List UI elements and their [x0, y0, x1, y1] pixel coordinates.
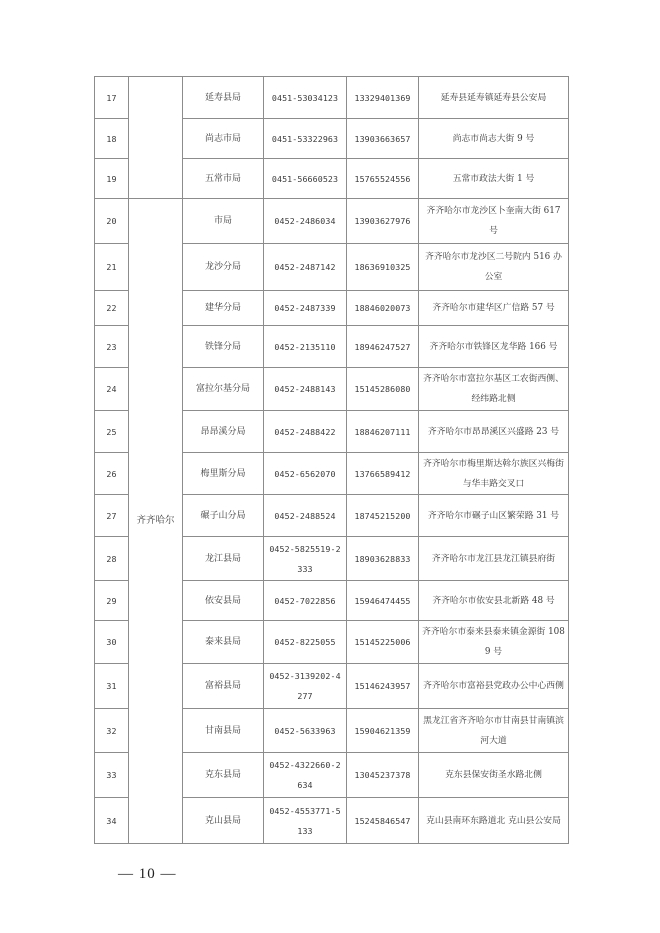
address: 五常市政法大街 1 号	[419, 159, 569, 199]
address: 黑龙江省齐齐哈尔市甘南县甘南镇滨河大道	[419, 709, 569, 753]
row-index: 32	[95, 709, 129, 753]
mobile-phone: 18846020073	[347, 291, 419, 326]
mobile-phone: 18846207111	[347, 411, 419, 453]
mobile-phone: 13045237378	[347, 753, 419, 798]
unit-name: 尚志市局	[183, 119, 264, 159]
mobile-phone: 15245846547	[347, 798, 419, 844]
office-phone: 0452-2488422	[264, 411, 347, 453]
contact-table-body	[95, 77, 569, 844]
row-index: 20	[95, 199, 129, 244]
mobile-phone: 15765524556	[347, 159, 419, 199]
mobile-phone: 13766589412	[347, 453, 419, 495]
office-phone: 0452-2487339	[264, 291, 347, 326]
address: 克山县南环东路道北 克山县公安局	[419, 798, 569, 844]
address: 齐齐哈尔市富裕县党政办公中心西侧	[419, 664, 569, 709]
office-phone: 0452-2486034	[264, 199, 347, 244]
mobile-phone: 13903663657	[347, 119, 419, 159]
unit-name: 龙沙分局	[183, 244, 264, 291]
office-phone: 0452-4322660-2634	[264, 753, 347, 798]
mobile-phone: 13329401369	[347, 77, 419, 119]
row-index: 33	[95, 753, 129, 798]
mobile-phone: 15946474455	[347, 581, 419, 621]
office-phone: 0452-8225055	[264, 621, 347, 664]
page-number: — 10 —	[118, 866, 177, 882]
address: 齐齐哈尔市富拉尔基区工农街西侧、经纬路北侧	[419, 368, 569, 411]
mobile-phone: 18946247527	[347, 326, 419, 368]
address: 齐齐哈尔市建华区广信路 57 号	[419, 291, 569, 326]
unit-name: 延寿县局	[183, 77, 264, 119]
office-phone: 0452-2488524	[264, 495, 347, 537]
unit-name: 克东县局	[183, 753, 264, 798]
row-index: 31	[95, 664, 129, 709]
mobile-phone: 18636910325	[347, 244, 419, 291]
row-index: 17	[95, 77, 129, 119]
mobile-phone: 13903627976	[347, 199, 419, 244]
unit-name: 富裕县局	[183, 664, 264, 709]
office-phone: 0452-5825519-2333	[264, 537, 347, 581]
address: 齐齐哈尔市碾子山区繁荣路 31 号	[419, 495, 569, 537]
unit-name: 克山县局	[183, 798, 264, 844]
address: 齐齐哈尔市梅里斯达斡尔族区兴梅街与华丰路交叉口	[419, 453, 569, 495]
unit-name: 泰来县局	[183, 621, 264, 664]
row-index: 34	[95, 798, 129, 844]
row-index: 19	[95, 159, 129, 199]
unit-name: 建华分局	[183, 291, 264, 326]
office-phone: 0451-53034123	[264, 77, 347, 119]
address: 齐齐哈尔市昂昂溪区兴盛路 23 号	[419, 411, 569, 453]
unit-name: 碾子山分局	[183, 495, 264, 537]
office-phone: 0452-6562070	[264, 453, 347, 495]
address: 齐齐哈尔市铁锋区龙华路 166 号	[419, 326, 569, 368]
office-phone: 0452-2135110	[264, 326, 347, 368]
row-index: 22	[95, 291, 129, 326]
address: 齐齐哈尔市龙沙区二号院内 516 办公室	[419, 244, 569, 291]
office-phone: 0452-3139202-4277	[264, 664, 347, 709]
office-phone: 0452-2488143	[264, 368, 347, 411]
office-phone: 0452-7022856	[264, 581, 347, 621]
office-phone: 0451-53322963	[264, 119, 347, 159]
office-phone: 0451-56660523	[264, 159, 347, 199]
address: 齐齐哈尔市泰来县泰来镇金源街 1089 号	[419, 621, 569, 664]
address: 齐齐哈尔市依安县北新路 48 号	[419, 581, 569, 621]
address: 克东县保安街圣水路北侧	[419, 753, 569, 798]
contact-table	[94, 76, 569, 844]
unit-name: 梅里斯分局	[183, 453, 264, 495]
unit-name: 依安县局	[183, 581, 264, 621]
row-index: 29	[95, 581, 129, 621]
mobile-phone: 18745215200	[347, 495, 419, 537]
unit-name: 市局	[183, 199, 264, 244]
unit-name: 甘南县局	[183, 709, 264, 753]
mobile-phone: 15145286080	[347, 368, 419, 411]
address: 齐齐哈尔市龙江县龙江镇县府街	[419, 537, 569, 581]
region-cell-qiqihar: 齐齐哈尔	[129, 199, 183, 844]
row-index: 28	[95, 537, 129, 581]
table-row	[95, 199, 569, 244]
unit-name: 富拉尔基分局	[183, 368, 264, 411]
region-cell-harbin-counties	[129, 77, 183, 199]
unit-name: 昂昂溪分局	[183, 411, 264, 453]
row-index: 25	[95, 411, 129, 453]
row-index: 18	[95, 119, 129, 159]
mobile-phone: 15904621359	[347, 709, 419, 753]
row-index: 24	[95, 368, 129, 411]
row-index: 30	[95, 621, 129, 664]
address: 齐齐哈尔市龙沙区卜奎南大街 617 号	[419, 199, 569, 244]
row-index: 26	[95, 453, 129, 495]
office-phone: 0452-5633963	[264, 709, 347, 753]
row-index: 23	[95, 326, 129, 368]
mobile-phone: 18903628833	[347, 537, 419, 581]
office-phone: 0452-4553771-5133	[264, 798, 347, 844]
address: 尚志市尚志大街 9 号	[419, 119, 569, 159]
mobile-phone: 15146243957	[347, 664, 419, 709]
address: 延寿县延寿镇延寿县公安局	[419, 77, 569, 119]
mobile-phone: 15145225006	[347, 621, 419, 664]
unit-name: 五常市局	[183, 159, 264, 199]
unit-name: 铁锋分局	[183, 326, 264, 368]
office-phone: 0452-2487142	[264, 244, 347, 291]
table-row	[95, 77, 569, 119]
unit-name: 龙江县局	[183, 537, 264, 581]
row-index: 27	[95, 495, 129, 537]
row-index: 21	[95, 244, 129, 291]
